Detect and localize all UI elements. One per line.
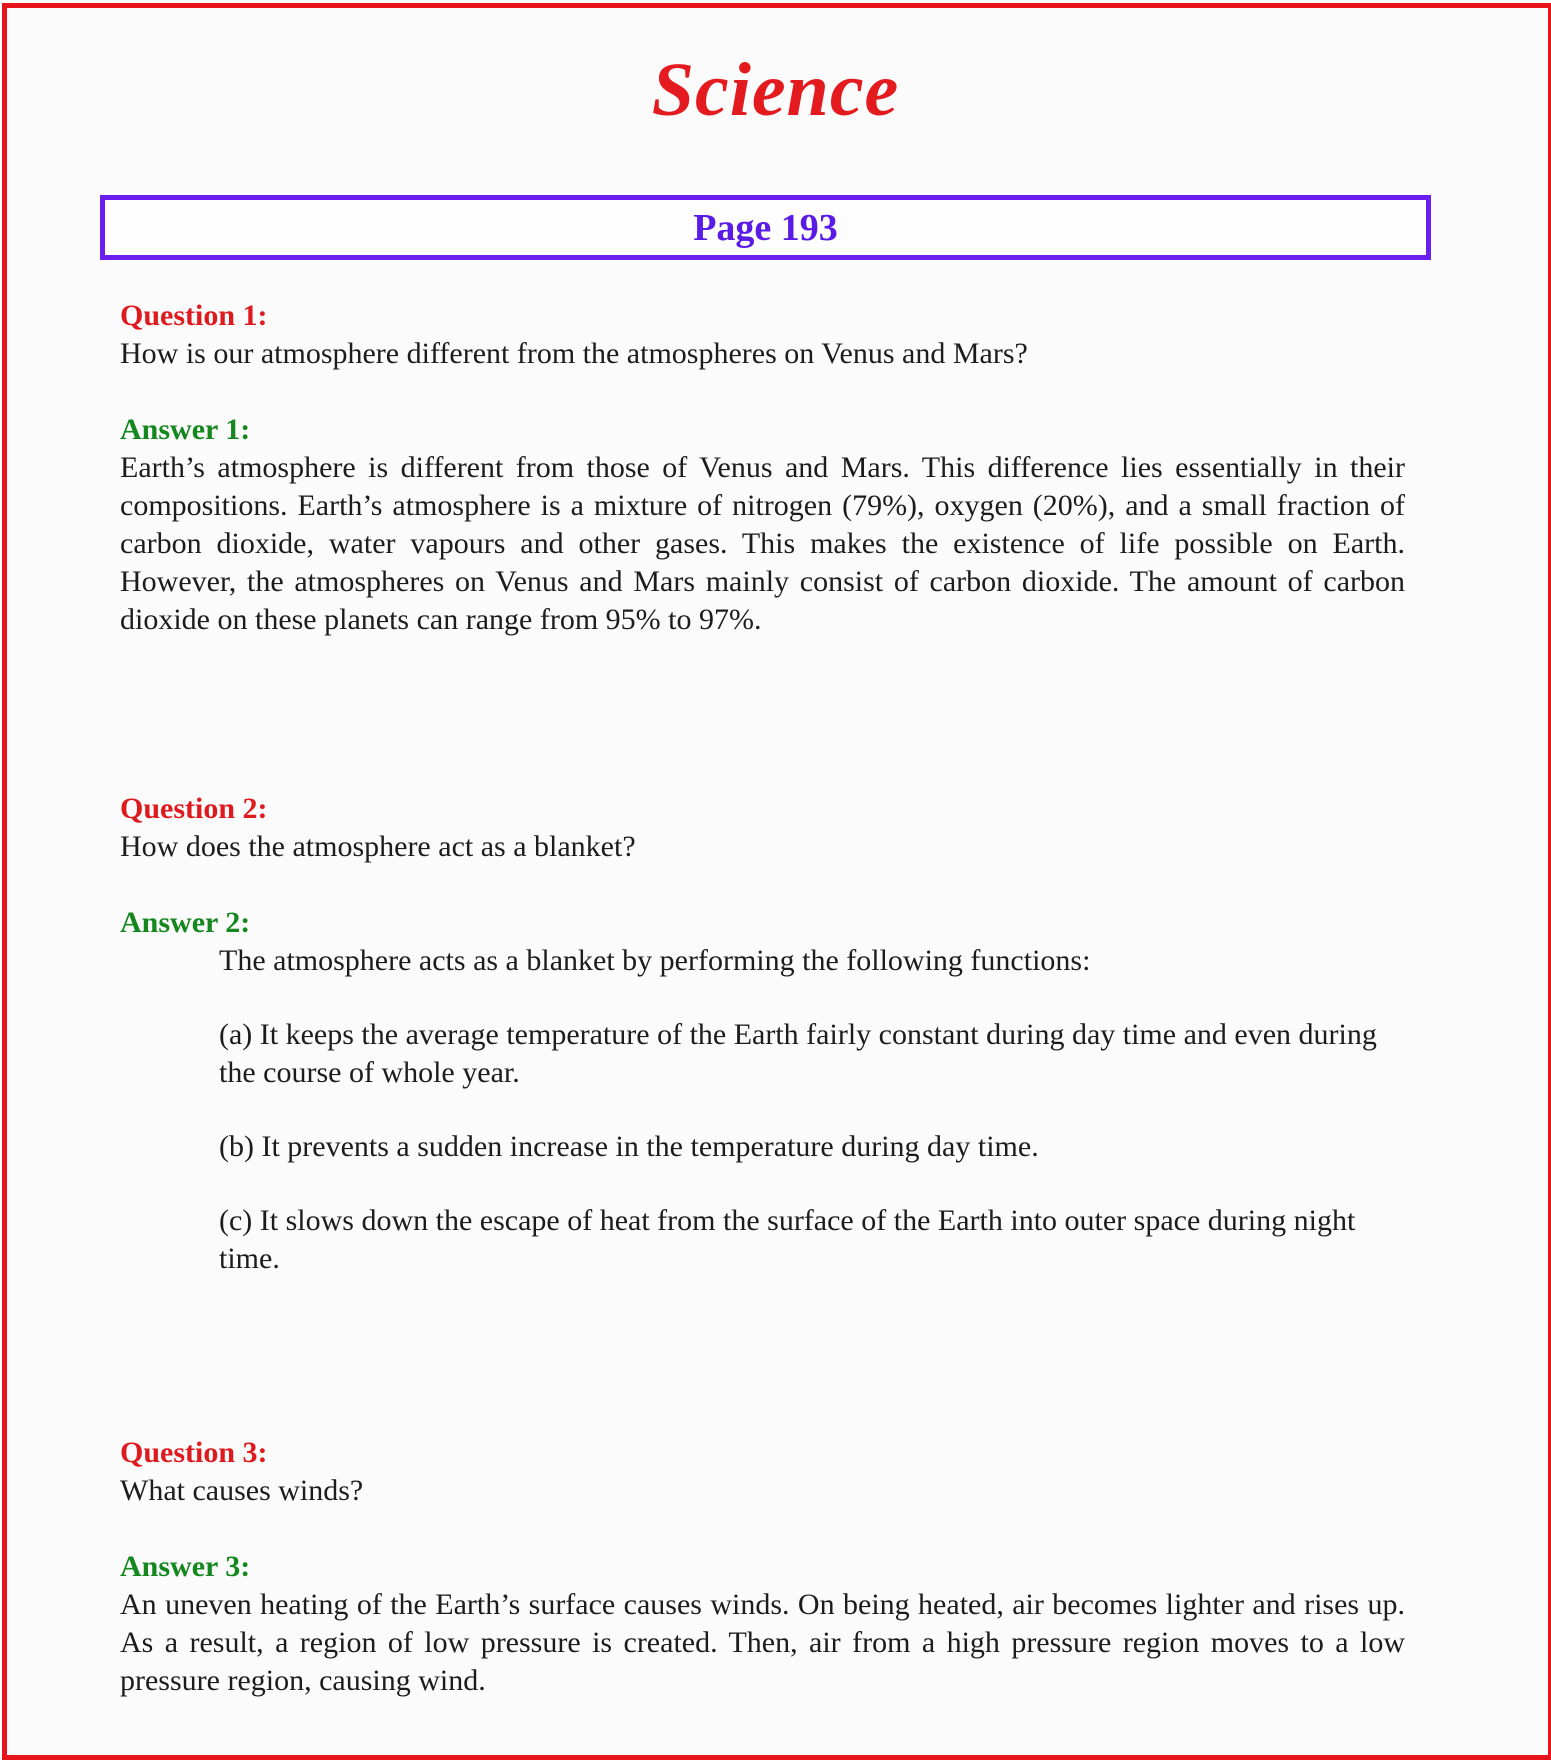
page-number-label: Page 193 [693, 206, 838, 249]
question-label: Question 2: [120, 792, 268, 825]
answer-label: Answer 2: [120, 906, 251, 939]
document-title: Science [651, 48, 900, 132]
answer-item-a: (a) It keeps the average temperature of the Earth fairly constant during day time and even during the course of whole year. [219, 1018, 1377, 1089]
answer-item-b: (b) It prevents a sudden increase in the temperature during day time. [219, 1130, 1039, 1163]
answer-1-block [120, 411, 1405, 639]
answer-text: Earth’s atmosphere is different from those of Venus and Mars. This difference lies essentially in their compositions. Earth’s atmosphere is a mixture of nitrogen (79%), oxygen (20%), and a small fraction of carbon dioxide, water vapours and other gases. This makes the existence of life possible on Earth. However, the atmospheres on Venus and Mars mainly consist of carbon dioxide. The amount of carbon dioxide on these planets can range from 95% to 97%. [120, 451, 1405, 636]
question-3-block [120, 1434, 1405, 1510]
answer-label: Answer 1: [120, 413, 251, 446]
answer-text: An uneven heating of the Earth’s surface causes winds. On being heated, air becomes lighter and rises up. As a result, a region of low pressure is created. Then, air from a high pressure region moves to a low pressure region, causing wind. [120, 1588, 1405, 1697]
question-text: How is our atmosphere different from the atmospheres on Venus and Mars? [120, 337, 1028, 370]
question-label: Question 3: [120, 1436, 268, 1469]
page-number-box [100, 195, 1431, 260]
question-2-block [120, 790, 1405, 866]
question-label: Question 1: [120, 299, 268, 332]
answer-3-block [120, 1548, 1405, 1700]
answer-label: Answer 3: [120, 1550, 251, 1583]
question-text: What causes winds? [120, 1474, 364, 1507]
answer-intro: The atmosphere acts as a blanket by performing the following functions: [219, 944, 1091, 977]
answer-item-c: (c) It slows down the escape of heat from the surface of the Earth into outer space during night time. [219, 1204, 1356, 1275]
question-text: How does the atmosphere act as a blanket? [120, 830, 636, 863]
answer-list [120, 942, 1405, 1278]
question-1-block [120, 297, 1405, 373]
answer-2-block [120, 904, 1405, 1278]
